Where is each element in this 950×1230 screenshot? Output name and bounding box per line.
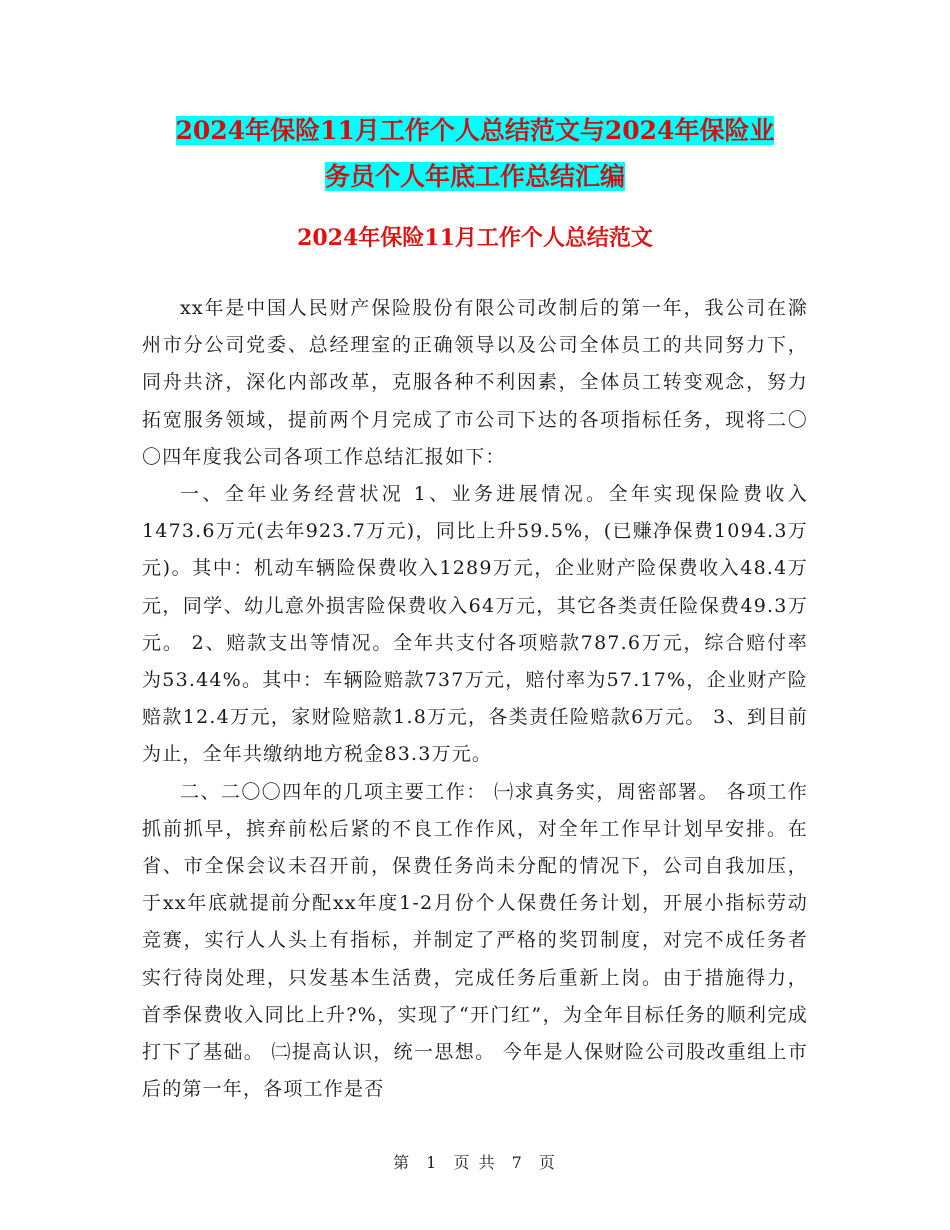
- paragraph-main-work: 二、二〇〇四年的几项主要工作： ㈠求真务实，周密部署。 各项工作抓前抓早，摈弃前松后紧的不良工作作风，对全年工作早计划早安排。在省、市全保会议未召开前，保费任务尚未分配的情况下，公司自我加压，于xx年底就提前分配xx年度1-2月份个人保费任务计划，开展小指标劳动竞赛，实行人人头上有指标，并制定了严格的奖罚制度，对完不成任务者实行待岗处理，只发基本生活费，完成任务后重新上岗。由于措施得力，首季保费收入同比上升?%，实现了“开门红”，为全年目标任务的顺利完成打下了基础。 ㈡提高认识，统一思想。 今年是人保财险公司股改重组上市后的第一年，各项工作是否: [142, 780, 808, 1101]
- section-title: 2024年保险11月工作个人总结范文: [297, 225, 653, 251]
- paragraph-intro: xx年是中国人民财产保险股份有限公司改制后的第一年，我公司在滁州市分公司党委、总经理室的正确领导以及公司全体员工的共同努力下，同舟共济，深化内部改革，克服各种不利因素，全体员工转变观念，努力拓宽服务领域，提前两个月完成了市公司下达的各项指标任务，现将二〇〇四年度我公司各项工作总结汇报如下：: [142, 297, 808, 468]
- document-title: [142, 108, 808, 200]
- page-number-total: 7: [511, 1153, 524, 1172]
- page-label-suffix: 页: [538, 1153, 557, 1172]
- page-label-prefix: 第: [393, 1153, 412, 1172]
- page-number-current: 1: [426, 1153, 439, 1172]
- paragraph-business-status: 一、全年业务经营状况 1、业务进展情况。全年实现保险费收入1473.6万元(去年923.7万元)，同比上升59.5%，(已赚净保费1094.3万元)。其中：机动车辆险保费收入1289万元，企业财产险保费收入48.4万元，同学、幼儿意外损害险保费收入64万元，其它各类责任险保费49.3万元。 2、赔款支出等情况。全年共支付各项赔款787.6万元，综合赔付率为53.44%。其中：车辆险赔款737万元，赔付率为57.17%，企业财产险赔款12.4万元，家财险赔款1.8万元，各类责任险赔款6万元。 3、到目前为止，全年共缴纳地方税金83.3万元。: [142, 483, 808, 766]
- document-title-line-1: 2024年保险11月工作个人总结范文与2024年保险业: [175, 116, 775, 145]
- page-label-mid: 页 共: [453, 1153, 497, 1172]
- page-footer: [0, 1150, 950, 1173]
- document-title-line-2: 务员个人年底工作总结汇编: [324, 162, 625, 191]
- document-body: [142, 290, 808, 1108]
